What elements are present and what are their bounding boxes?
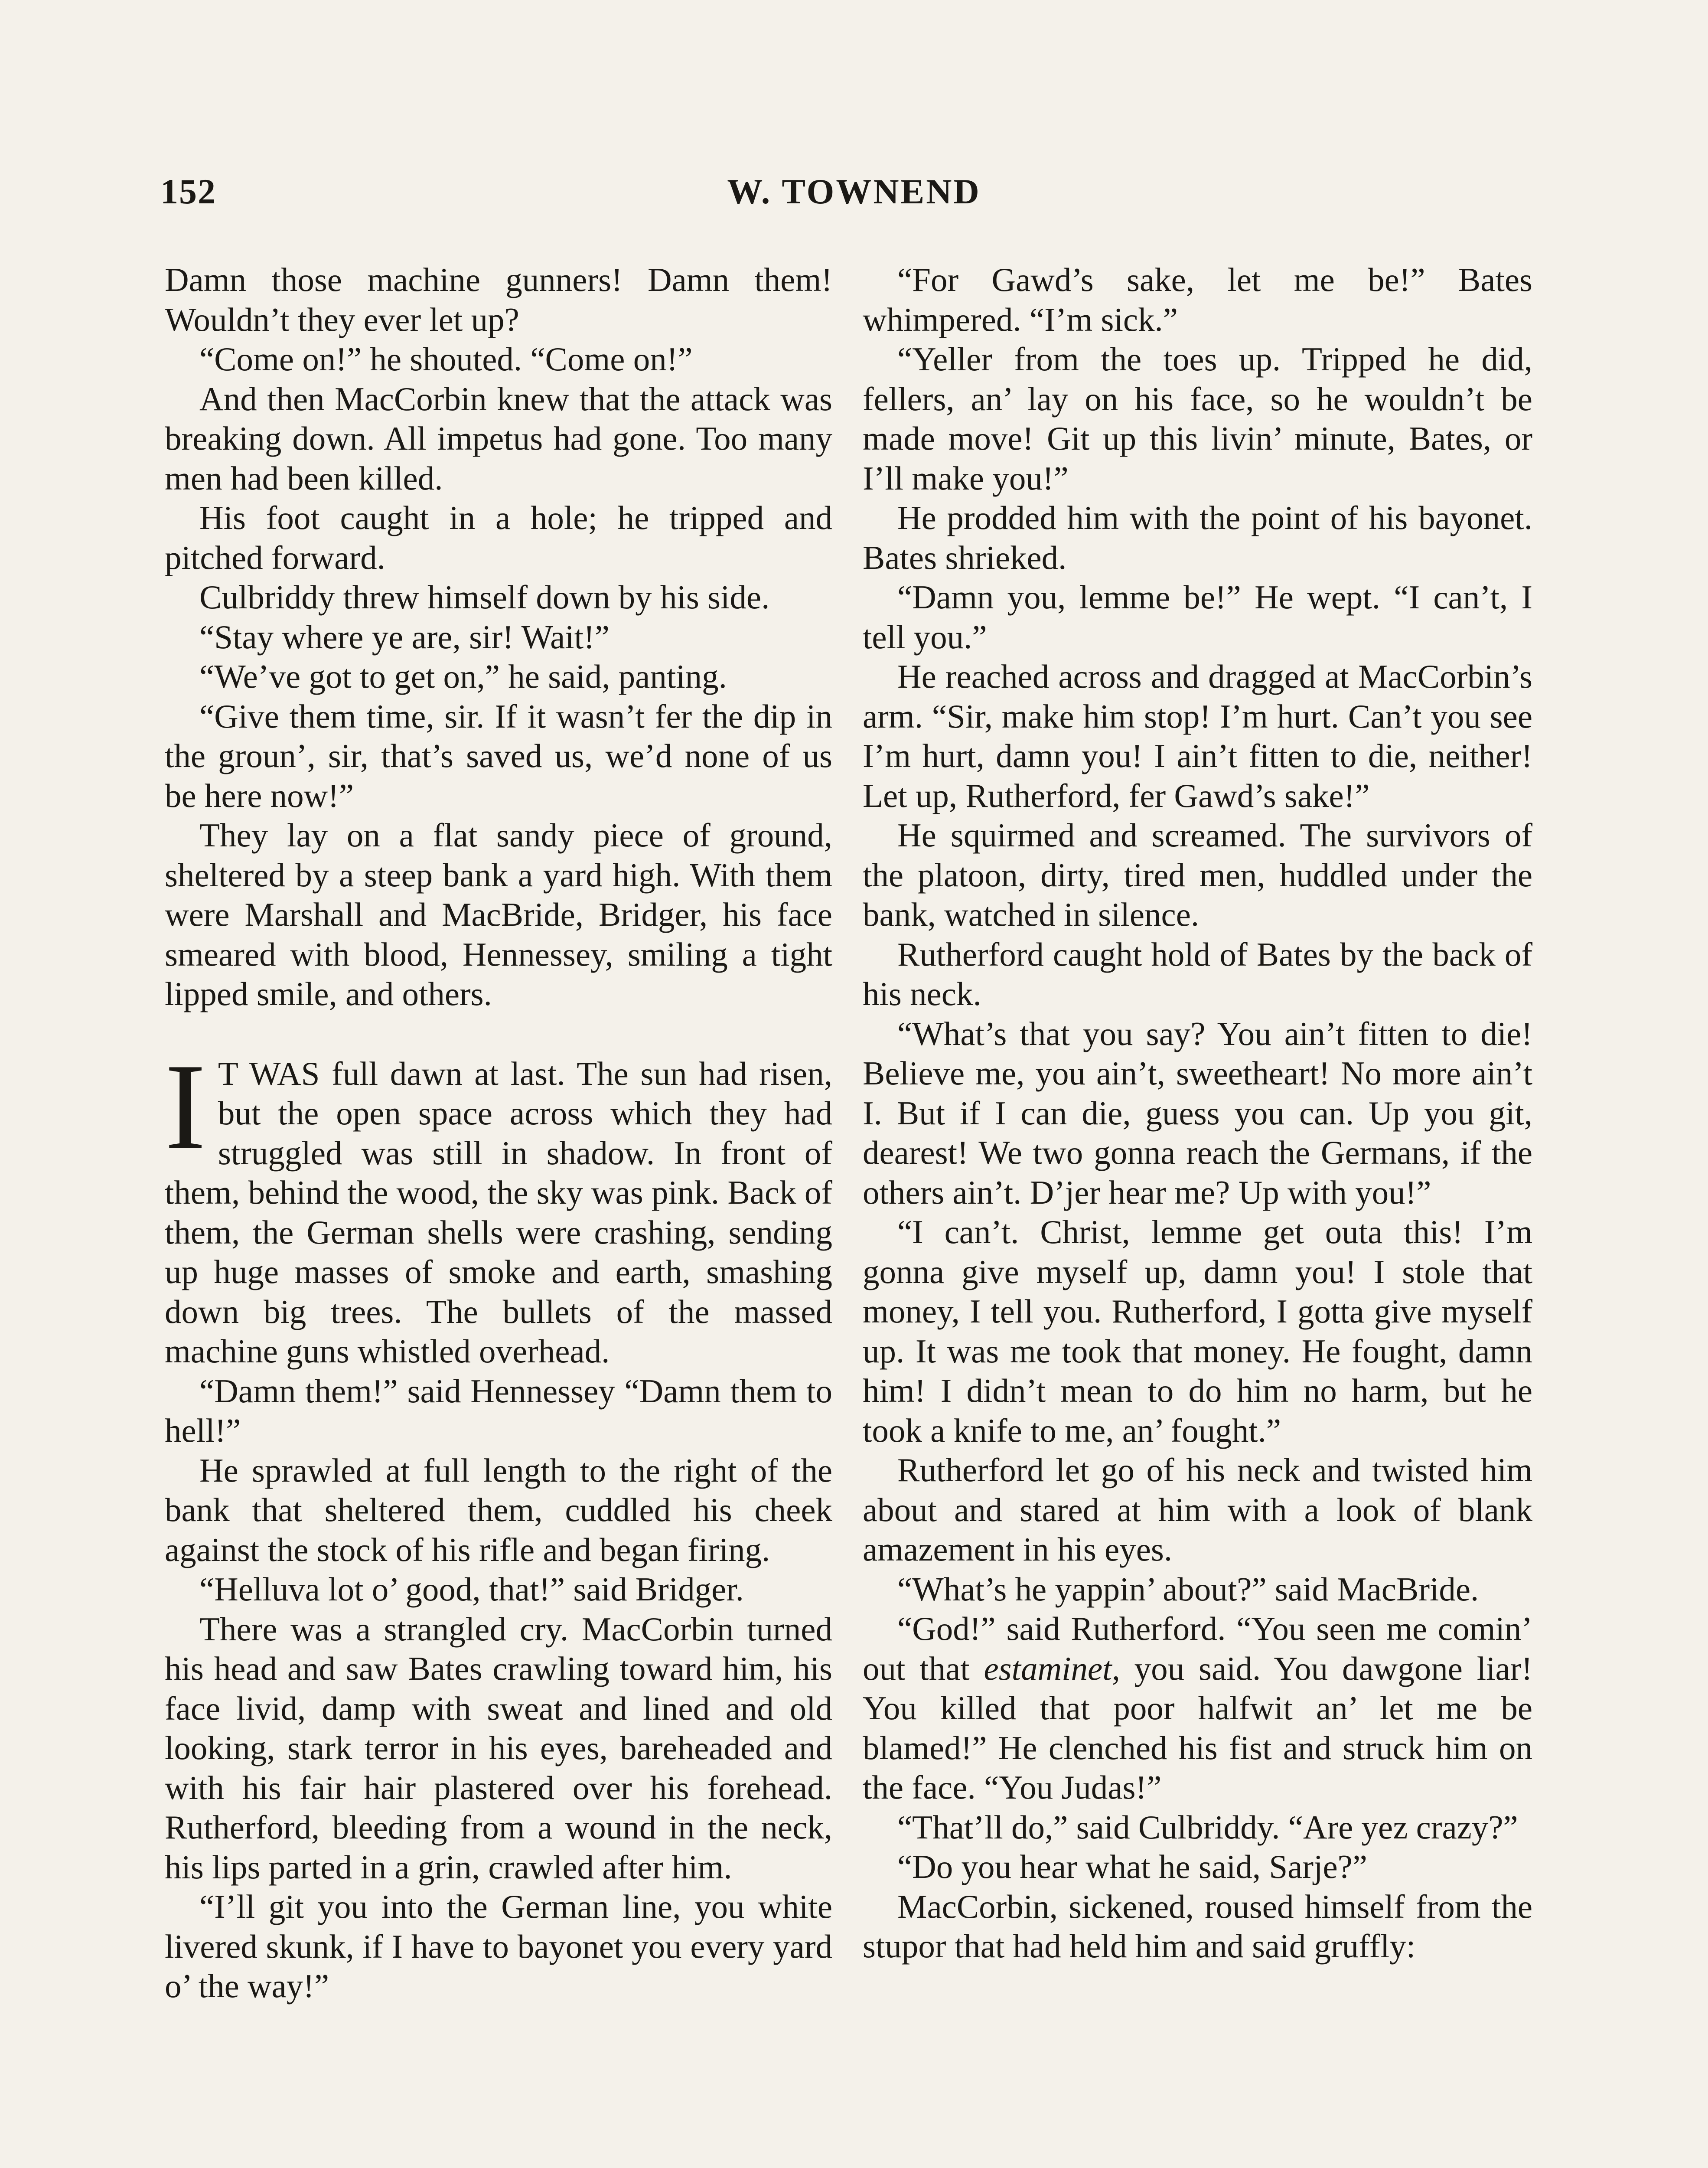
paragraph: “Helluva lot o’ good, that!” said Bridger.	[199, 1570, 744, 1608]
paragraph: He squirmed and screamed. The survivors of the platoon, dirty, tired men, huddled under the bank, watched in silence.	[863, 816, 1532, 933]
paragraph: Damn those machine gunners! Damn them! Wouldn’t they ever let up?	[165, 261, 832, 338]
paragraph: He reached across and dragged at MacCorbin’s arm. “Sir, make him stop! I’m hurt. Can’t you see I’m hurt, damn you! I ain’t fitten to die, neither! Let up, Rutherford, fer Gawd’s sake!”	[863, 658, 1532, 814]
paragraph: “Yeller from the toes up. Tripped he did, fellers, an’ lay on his face, so he wouldn’t be made move! Git up this livin’ minute, Bates, or I’ll make you!”	[863, 340, 1532, 497]
paragraph: He sprawled at full length to the right of the bank that sheltered them, cuddled his cheek against the stock of his rifle and began firing.	[165, 1451, 832, 1568]
paragraph: “Stay where ye are, sir! Wait!”	[199, 618, 610, 656]
paragraph-text: T WAS full dawn at last. The sun had risen, but the open space across which they had struggled was still in shadow. In front of them, behind the wood, the sky was pink. Back of them, the German shells were crashing, sending up huge masses of smoke and earth, smashing down big trees. The bullets of the massed machine guns whistled overhead.	[165, 1055, 832, 1370]
running-head: W. TOWNEND	[727, 172, 981, 211]
paragraph-text: you said. You dawgone liar! You killed that poor halfwit an’ let me be blamed!” He clenched his fist and struck him on the face. “You Judas!”	[863, 1649, 1532, 1806]
section-opening-paragraph	[165, 1038, 832, 1371]
paragraph: “What’s he yappin’ about?” said MacBride.	[897, 1570, 1479, 1608]
paragraph: “Give them time, sir. If it wasn’t fer the dip in the groun’, sir, that’s saved us, we’d none of us be here now!”	[165, 697, 832, 814]
paragraph: Culbriddy threw himself down by his side.	[199, 578, 770, 616]
paragraph: He prodded him with the point of his bayonet. Bates shrieked.	[863, 499, 1532, 576]
left-column	[165, 260, 832, 2006]
paragraph: “Come on!” he shouted. “Come on!”	[199, 340, 693, 378]
paragraph: “We’ve got to get on,” he said, panting.	[199, 658, 727, 695]
paragraph: “That’ll do,” said Culbriddy. “Are yez crazy?”	[897, 1808, 1518, 1846]
paragraph: “What’s that you say? You ain’t fitten to die! Believe me, you ain’t, sweetheart! No more ain’t I. But if I can die, guess you can. Up you git, dearest! We two gonna reach the Germans, if the others ain’t. D’jer hear me? Up with you!”	[863, 1015, 1532, 1211]
page-number: 152	[160, 172, 216, 211]
paragraph: There was a strangled cry. MacCorbin turned his head and saw Bates crawling toward him, his face livid, damp with sweat and lined and old looking, stark terror in his eyes, bareheaded and with his fair hair plastered over his forehead. Rutherford, bleeding from a wound in the neck, his lips parted in a grin, crawled after him.	[165, 1610, 832, 1886]
paragraph: “For Gawd’s sake, let me be!” Bates whimpered. “I’m sick.”	[863, 261, 1532, 338]
paragraph: “I can’t. Christ, lemme get outa this! I’m gonna give myself up, damn you! I stole that money, I tell you. Rutherford, I gotta give myself up. It was me took that money. He fought, damn him! I didn’t mean to do him no harm, but he took a knife to me, an’ fought.”	[863, 1213, 1532, 1449]
paragraph: His foot caught in a hole; he tripped and pitched forward.	[165, 499, 832, 576]
paragraph: “I’ll git you into the German line, you white livered skunk, if I have to bayonet you every yard o’ the way!”	[165, 1888, 832, 2005]
paragraph: Rutherford let go of his neck and twisted him about and stared at him with a look of blank amazement in his eyes.	[863, 1451, 1532, 1568]
italic-word: estaminet,	[984, 1649, 1120, 1687]
paragraph: MacCorbin, sickened, roused himself from the stupor that had held him and said gruffly:	[863, 1887, 1532, 1965]
paragraph	[863, 1609, 1532, 1808]
paragraph: And then MacCorbin knew that the attack was breaking down. All impetus had gone. Too many men had been killed.	[165, 380, 832, 497]
right-column	[863, 260, 1532, 1966]
paragraph: “Damn you, lemme be!” He wept. “I can’t, I tell you.”	[863, 578, 1532, 656]
paragraph: “Damn them!” said Hennessey “Damn them to hell!”	[165, 1372, 832, 1449]
paragraph-text: “God!” said Rutherford. “You seen me comin’ out that	[863, 1610, 1532, 1687]
drop-cap: I	[165, 1038, 206, 1175]
paragraph: “Do you hear what he said, Sarje?”	[897, 1848, 1367, 1885]
paragraph: Rutherford caught hold of Bates by the back of his neck.	[863, 935, 1532, 1012]
paragraph: They lay on a flat sandy piece of ground, sheltered by a steep bank a yard high. With them were Marshall and MacBride, Bridger, his face smeared with blood, Hennessey, smiling a tight lipped smile, and others.	[165, 816, 832, 1012]
